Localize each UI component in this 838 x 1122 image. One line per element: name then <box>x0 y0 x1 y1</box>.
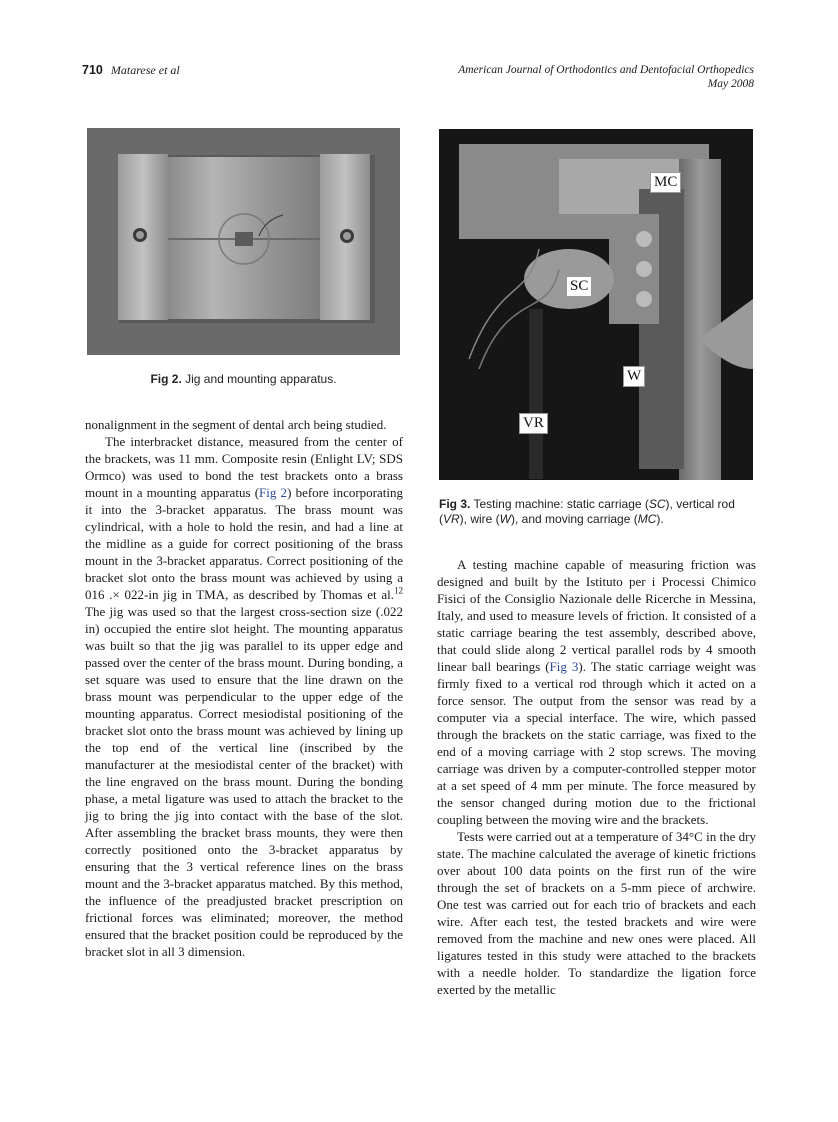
figure-2-caption-text: Jig and mounting apparatus. <box>185 372 337 386</box>
caption-text: Testing machine: static carriage ( <box>473 497 649 511</box>
fig-3-link[interactable]: Fig 3 <box>549 659 579 674</box>
paragraph: nonalignment in the segment of dental arch being studied. <box>85 417 387 432</box>
caption-abbr-w: W <box>499 512 511 526</box>
paragraph-text: ). The static carriage weight was firmly fixed to a vertical rod through which it acted on a force sensor. The output from the sensor was read by a computer via a special interface. The wire, which passed through the brackets on the static carriage, was fixed to the end of a moving carriage with 2 stop screws. The moving carriage was driven by a computer-controlled stepper motor at a set speed of 4 mm per minute. The force measured by the sensor changed during motion due to the frictional coupling between the moving wire and the brackets. <box>437 659 756 827</box>
caption-text: ), and moving carriage ( <box>511 512 638 526</box>
photo-label-sc: SC <box>566 276 592 297</box>
figure-3-image <box>439 129 753 480</box>
figure-2-caption <box>87 372 400 387</box>
paragraph <box>85 433 403 960</box>
paragraph: Tests were carried out at a temperature of 34°C in the dry state. The machine calculated the average of kinetic frictions over about 100 data points on the first run of the wire through the set of brackets on a 5-mm piece of archwire. One test was carried out for each trio of brackets and each wire. After each test, the tested brackets and wire were removed from the machine and new ones were placed. All ligatures tested in this study were attached to the brackets with a needle holder. To standardize the ligation force exerted by the metallic <box>437 829 756 997</box>
paragraph-text: A testing machine capable of measuring friction was designed and built by the Istituto per i Processi Chimico Fisici of the Consiglio Nazionale delle Ricerche in Messina, Italy, and used to measure levels of friction. It consisted of a static carriage bearing the test assembly, described above, that could slide along 2 vertical parallel rods by 4 smooth linear ball bearings ( <box>437 557 756 674</box>
caption-text: ), vertical rod ( <box>439 497 735 526</box>
running-header-left <box>82 63 180 78</box>
paragraph-text: The interbracket distance, measured from the center of the brackets, was 11 mm. Composite resin (Enlight LV; SDS Ormco) was used to bond the test brackets onto a brass mount in a mounting apparatus ( <box>85 434 403 500</box>
jig-apparatus-photo <box>87 128 400 355</box>
figure-2-image <box>87 128 400 355</box>
body-column-right <box>437 556 756 998</box>
reference-superscript[interactable]: 12 <box>394 585 403 596</box>
photo-label-mc: MC <box>650 172 681 193</box>
caption-text: ). <box>656 512 664 526</box>
issue-date: May 2008 <box>707 78 754 90</box>
caption-abbr-mc: MC <box>637 512 657 526</box>
figure-3-caption <box>439 497 759 527</box>
running-author: Matarese et al <box>110 63 180 77</box>
paragraph <box>437 556 756 828</box>
fig-2-link[interactable]: Fig 2 <box>259 485 288 500</box>
testing-machine-photo <box>439 129 753 480</box>
running-header-right <box>458 63 754 91</box>
journal-title: American Journal of Orthodontics and Dentofacial Orthopedics <box>458 64 754 76</box>
caption-abbr-vr: VR <box>443 512 460 526</box>
figure-2-label: Fig 2. <box>150 372 182 386</box>
page-number: 710 <box>82 63 103 77</box>
caption-text: ), wire ( <box>459 512 500 526</box>
paragraph-text: The jig was used so that the largest cross-section size (.022 in) occupied the entire slot height. The mounting apparatus was built so that the jig was parallel to its upper edge and passed over the center of the brass mount. During bonding, a set square was used to ensure that the line drawn on the brass mount was perpendicular to the upper edge of the mounting apparatus. Correct mesiodistal positioning of the bracket slot onto the brass mount was achieved by lining up the top end of the vertical line (inscribed by the manufacturer at the mesiodistal center of the bracket) with the line engraved on the brass mount. During the bonding phase, a metal ligature was used to attach the bracket to the jig to bring the jig into contact with the base of the slot. After assembling the bracket brass mounts, they were then correctly positioned onto the 3-bracket apparatus by ensuring that the 3 vertical reference lines on the brass mount and the 3-bracket apparatus matched. By this method, the influence of the preadjusted bracket prescription on frictional forces was eliminated; moreover, the method ensured that the bracket position could be reproduced by the bracket slot in all 3 dimension. <box>85 604 403 959</box>
photo-label-vr: VR <box>519 413 548 434</box>
caption-abbr-sc: SC <box>648 497 666 511</box>
photo-label-w: W <box>623 366 645 387</box>
paragraph-text: ) before incorporating it into the 3-bracket apparatus. The brass mount was cylindrical, with a hole to hold the resin, and had a line at the midline as a guide for correct positioning of the brass mount in the 3-bracket apparatus. Correct positioning of the bracket slot onto the brass mount was achieved by using a 016 .× 022-in jig in TMA, as described by Thomas et al. <box>85 485 403 602</box>
figure-3-label: Fig 3. <box>439 497 471 511</box>
body-column-left <box>85 416 403 960</box>
